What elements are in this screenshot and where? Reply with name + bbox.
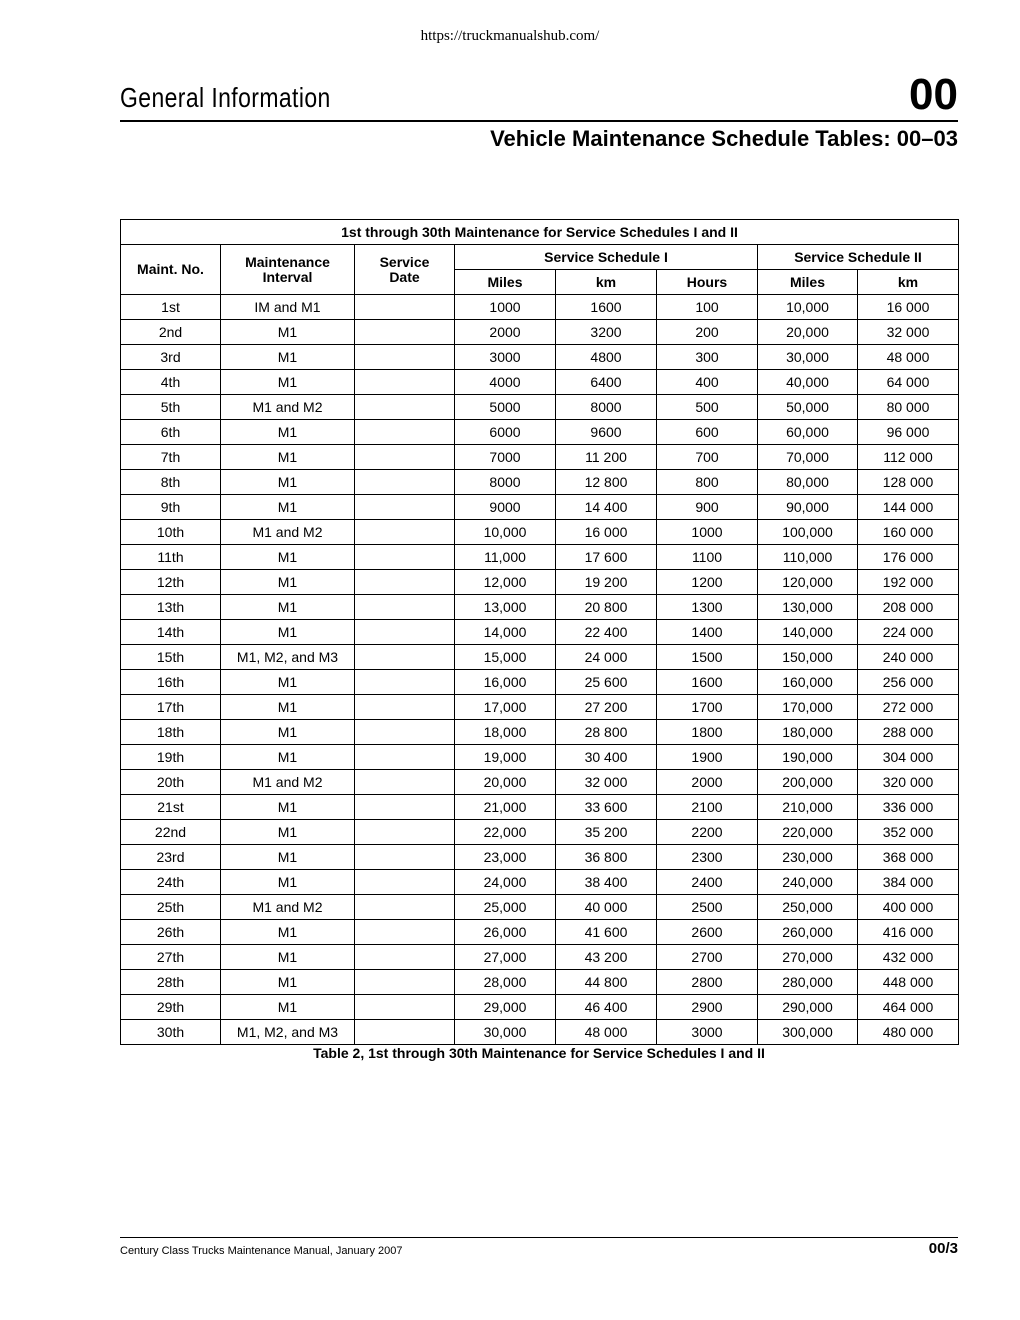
table-body [121, 295, 959, 1045]
service-date-cell[interactable] [355, 945, 455, 970]
s2-km-cell: 160 000 [858, 520, 959, 545]
interval-cell: M1 [221, 370, 355, 395]
s2-miles-cell: 240,000 [758, 870, 858, 895]
service-date-cell[interactable] [355, 545, 455, 570]
service-date-cell[interactable] [355, 920, 455, 945]
s2-miles-cell: 160,000 [758, 670, 858, 695]
maint-no-cell: 25th [121, 895, 221, 920]
maint-no-cell: 21st [121, 795, 221, 820]
s1-km-cell: 9600 [556, 420, 657, 445]
s2-miles-cell: 280,000 [758, 970, 858, 995]
maint-no-cell: 12th [121, 570, 221, 595]
s1-km-cell: 6400 [556, 370, 657, 395]
s2-km-cell: 176 000 [858, 545, 959, 570]
maint-no-cell: 22nd [121, 820, 221, 845]
s1-miles-cell: 8000 [455, 470, 556, 495]
s1-miles-cell: 22,000 [455, 820, 556, 845]
s1-miles-cell: 5000 [455, 395, 556, 420]
s2-km-cell: 144 000 [858, 495, 959, 520]
s1-hours-cell: 1000 [657, 520, 758, 545]
s2-km-cell: 400 000 [858, 895, 959, 920]
s1-miles-cell: 20,000 [455, 770, 556, 795]
maint-no-cell: 28th [121, 970, 221, 995]
table-row [121, 995, 959, 1020]
table-row [121, 520, 959, 545]
table-row [121, 445, 959, 470]
interval-cell: M1 [221, 570, 355, 595]
table-row [121, 620, 959, 645]
maint-no-cell: 14th [121, 620, 221, 645]
service-date-cell[interactable] [355, 820, 455, 845]
s2-km-cell: 64 000 [858, 370, 959, 395]
s2-km-cell: 416 000 [858, 920, 959, 945]
s1-hours-cell: 1300 [657, 595, 758, 620]
s2-miles-cell: 220,000 [758, 820, 858, 845]
s1-km-cell: 40 000 [556, 895, 657, 920]
s1-hours-cell: 2400 [657, 870, 758, 895]
s2-miles-cell: 120,000 [758, 570, 858, 595]
s2-miles-cell: 190,000 [758, 745, 858, 770]
s2-miles-cell: 290,000 [758, 995, 858, 1020]
service-date-cell[interactable] [355, 295, 455, 320]
service-date-cell[interactable] [355, 695, 455, 720]
service-date-cell[interactable] [355, 595, 455, 620]
s1-hours-cell: 1800 [657, 720, 758, 745]
s1-km-cell: 14 400 [556, 495, 657, 520]
s1-miles-cell: 10,000 [455, 520, 556, 545]
table-row [121, 945, 959, 970]
page-number: 00/3 [928, 1240, 958, 1257]
s1-hours-cell: 2000 [657, 770, 758, 795]
s1-hours-cell: 2600 [657, 920, 758, 945]
maint-no-cell: 10th [121, 520, 221, 545]
s2-miles-cell: 60,000 [758, 420, 858, 445]
service-date-cell[interactable] [355, 395, 455, 420]
maint-no-cell: 11th [121, 545, 221, 570]
maint-no-cell: 19th [121, 745, 221, 770]
s1-miles-cell: 30,000 [455, 1020, 556, 1045]
interval-cell: M1 and M2 [221, 895, 355, 920]
service-date-cell[interactable] [355, 745, 455, 770]
interval-cell: M1 [221, 445, 355, 470]
maint-no-cell: 15th [121, 645, 221, 670]
interval-cell: M1 [221, 745, 355, 770]
service-date-cell[interactable] [355, 645, 455, 670]
s1-hours-cell: 1700 [657, 695, 758, 720]
interval-cell: M1 [221, 345, 355, 370]
s1-miles-cell: 24,000 [455, 870, 556, 895]
service-date-cell[interactable] [355, 770, 455, 795]
service-date-cell[interactable] [355, 445, 455, 470]
header-service-schedule-1: Service Schedule I [455, 245, 758, 270]
s1-km-cell: 3200 [556, 320, 657, 345]
service-date-cell[interactable] [355, 520, 455, 545]
s2-km-cell: 384 000 [858, 870, 959, 895]
s2-miles-cell: 10,000 [758, 295, 858, 320]
s1-miles-cell: 16,000 [455, 670, 556, 695]
s2-miles-cell: 20,000 [758, 320, 858, 345]
s1-km-cell: 17 600 [556, 545, 657, 570]
s1-km-cell: 30 400 [556, 745, 657, 770]
interval-cell: M1 [221, 545, 355, 570]
s1-km-cell: 33 600 [556, 795, 657, 820]
s1-hours-cell: 200 [657, 320, 758, 345]
s1-km-cell: 24 000 [556, 645, 657, 670]
s2-miles-cell: 260,000 [758, 920, 858, 945]
maint-no-cell: 16th [121, 670, 221, 695]
s2-miles-cell: 50,000 [758, 395, 858, 420]
s1-miles-cell: 29,000 [455, 995, 556, 1020]
s2-miles-cell: 90,000 [758, 495, 858, 520]
interval-cell: M1 [221, 320, 355, 345]
interval-cell: M1 [221, 845, 355, 870]
s1-miles-cell: 13,000 [455, 595, 556, 620]
service-date-cell[interactable] [355, 620, 455, 645]
s1-km-cell: 36 800 [556, 845, 657, 870]
s2-km-cell: 192 000 [858, 570, 959, 595]
service-date-cell[interactable] [355, 970, 455, 995]
service-date-cell[interactable] [355, 495, 455, 520]
table-row [121, 495, 959, 520]
s1-km-cell: 43 200 [556, 945, 657, 970]
table-row [121, 670, 959, 695]
interval-cell: M1 [221, 945, 355, 970]
page-subtitle: Vehicle Maintenance Schedule Tables: 00–03 [490, 126, 958, 151]
s1-miles-cell: 27,000 [455, 945, 556, 970]
s2-miles-cell: 100,000 [758, 520, 858, 545]
table-row [121, 845, 959, 870]
s1-miles-cell: 9000 [455, 495, 556, 520]
table-row [121, 720, 959, 745]
maint-no-cell: 17th [121, 695, 221, 720]
s1-hours-cell: 1200 [657, 570, 758, 595]
s1-miles-cell: 21,000 [455, 795, 556, 820]
interval-cell: M1 [221, 820, 355, 845]
table-row [121, 595, 959, 620]
maint-no-cell: 29th [121, 995, 221, 1020]
s1-hours-cell: 500 [657, 395, 758, 420]
maint-no-cell: 9th [121, 495, 221, 520]
s2-km-cell: 80 000 [858, 395, 959, 420]
header-s1-km: km [556, 270, 657, 295]
table-row [121, 895, 959, 920]
s2-miles-cell: 270,000 [758, 945, 858, 970]
s1-miles-cell: 25,000 [455, 895, 556, 920]
table-row [121, 370, 959, 395]
s2-km-cell: 272 000 [858, 695, 959, 720]
table-row [121, 570, 959, 595]
interval-cell: M1 [221, 995, 355, 1020]
maint-no-cell: 30th [121, 1020, 221, 1045]
maint-no-cell: 24th [121, 870, 221, 895]
interval-cell: M1 [221, 495, 355, 520]
s1-km-cell: 16 000 [556, 520, 657, 545]
s1-miles-cell: 26,000 [455, 920, 556, 945]
maint-no-cell: 2nd [121, 320, 221, 345]
interval-cell: M1 [221, 595, 355, 620]
s1-km-cell: 8000 [556, 395, 657, 420]
service-date-cell[interactable] [355, 420, 455, 445]
interval-cell: M1, M2, and M3 [221, 645, 355, 670]
s1-km-cell: 11 200 [556, 445, 657, 470]
service-date-cell[interactable] [355, 795, 455, 820]
maint-no-cell: 26th [121, 920, 221, 945]
s1-km-cell: 48 000 [556, 1020, 657, 1045]
header-s2-miles: Miles [758, 270, 858, 295]
table-row [121, 745, 959, 770]
section-title: General Information [120, 82, 331, 113]
interval-cell: M1 and M2 [221, 770, 355, 795]
table-row [121, 395, 959, 420]
table-row [121, 820, 959, 845]
s2-km-cell: 32 000 [858, 320, 959, 345]
s2-miles-cell: 300,000 [758, 1020, 858, 1045]
s1-hours-cell: 2700 [657, 945, 758, 970]
s1-miles-cell: 18,000 [455, 720, 556, 745]
interval-cell: M1 [221, 695, 355, 720]
s2-km-cell: 480 000 [858, 1020, 959, 1045]
s1-miles-cell: 23,000 [455, 845, 556, 870]
table-caption: Table 2, 1st through 30th Maintenance for Service Schedules I and II [313, 1045, 765, 1061]
s1-km-cell: 44 800 [556, 970, 657, 995]
s2-miles-cell: 250,000 [758, 895, 858, 920]
s1-hours-cell: 1500 [657, 645, 758, 670]
s1-hours-cell: 1400 [657, 620, 758, 645]
service-date-cell[interactable] [355, 870, 455, 895]
header-rule [120, 120, 958, 122]
s2-km-cell: 224 000 [858, 620, 959, 645]
s2-km-cell: 304 000 [858, 745, 959, 770]
s1-miles-cell: 28,000 [455, 970, 556, 995]
maint-no-cell: 18th [121, 720, 221, 745]
header-s2-km: km [858, 270, 959, 295]
s1-hours-cell: 1900 [657, 745, 758, 770]
s1-km-cell: 19 200 [556, 570, 657, 595]
s1-hours-cell: 300 [657, 345, 758, 370]
s1-miles-cell: 12,000 [455, 570, 556, 595]
s2-miles-cell: 140,000 [758, 620, 858, 645]
table-row [121, 545, 959, 570]
s1-miles-cell: 19,000 [455, 745, 556, 770]
service-date-cell[interactable] [355, 1020, 455, 1045]
maint-no-cell: 7th [121, 445, 221, 470]
s2-km-cell: 320 000 [858, 770, 959, 795]
maint-no-cell: 8th [121, 470, 221, 495]
maint-no-cell: 20th [121, 770, 221, 795]
s1-hours-cell: 100 [657, 295, 758, 320]
interval-cell: IM and M1 [221, 295, 355, 320]
s1-hours-cell: 2200 [657, 820, 758, 845]
table-title: 1st through 30th Maintenance for Service Schedules I and II [121, 220, 959, 245]
s2-miles-cell: 130,000 [758, 595, 858, 620]
s1-hours-cell: 2900 [657, 995, 758, 1020]
s2-km-cell: 112 000 [858, 445, 959, 470]
table-row [121, 695, 959, 720]
s1-hours-cell: 2300 [657, 845, 758, 870]
s2-km-cell: 368 000 [858, 845, 959, 870]
s2-miles-cell: 210,000 [758, 795, 858, 820]
header-service-schedule-2: Service Schedule II [758, 245, 959, 270]
table-row [121, 320, 959, 345]
s1-km-cell: 38 400 [556, 870, 657, 895]
table-row [121, 795, 959, 820]
s1-km-cell: 35 200 [556, 820, 657, 845]
s2-miles-cell: 30,000 [758, 345, 858, 370]
s2-miles-cell: 230,000 [758, 845, 858, 870]
s2-miles-cell: 170,000 [758, 695, 858, 720]
s1-km-cell: 46 400 [556, 995, 657, 1020]
s2-km-cell: 96 000 [858, 420, 959, 445]
s2-km-cell: 352 000 [858, 820, 959, 845]
service-date-cell[interactable] [355, 370, 455, 395]
s2-km-cell: 48 000 [858, 345, 959, 370]
s2-km-cell: 240 000 [858, 645, 959, 670]
interval-cell: M1 [221, 470, 355, 495]
s1-miles-cell: 1000 [455, 295, 556, 320]
maint-no-cell: 4th [121, 370, 221, 395]
s1-km-cell: 27 200 [556, 695, 657, 720]
table-row [121, 770, 959, 795]
s2-km-cell: 256 000 [858, 670, 959, 695]
s2-miles-cell: 80,000 [758, 470, 858, 495]
s1-km-cell: 25 600 [556, 670, 657, 695]
interval-cell: M1 [221, 920, 355, 945]
service-date-cell[interactable] [355, 720, 455, 745]
service-date-cell[interactable] [355, 320, 455, 345]
s2-miles-cell: 70,000 [758, 445, 858, 470]
maint-no-cell: 1st [121, 295, 221, 320]
s1-km-cell: 1600 [556, 295, 657, 320]
s1-miles-cell: 2000 [455, 320, 556, 345]
maint-no-cell: 5th [121, 395, 221, 420]
service-date-cell[interactable] [355, 670, 455, 695]
table-row [121, 295, 959, 320]
s1-hours-cell: 400 [657, 370, 758, 395]
s1-miles-cell: 15,000 [455, 645, 556, 670]
interval-cell: M1 [221, 670, 355, 695]
interval-cell: M1 [221, 795, 355, 820]
header-s1-hours: Hours [657, 270, 758, 295]
s2-km-cell: 288 000 [858, 720, 959, 745]
s2-miles-cell: 110,000 [758, 545, 858, 570]
interval-cell: M1 and M2 [221, 520, 355, 545]
s1-hours-cell: 800 [657, 470, 758, 495]
s1-km-cell: 22 400 [556, 620, 657, 645]
s1-km-cell: 28 800 [556, 720, 657, 745]
s2-miles-cell: 40,000 [758, 370, 858, 395]
s1-hours-cell: 700 [657, 445, 758, 470]
s2-miles-cell: 150,000 [758, 645, 858, 670]
header-service-date: Service Date [355, 245, 455, 295]
s1-miles-cell: 6000 [455, 420, 556, 445]
table-row [121, 645, 959, 670]
s2-km-cell: 464 000 [858, 995, 959, 1020]
s1-km-cell: 4800 [556, 345, 657, 370]
table-row [121, 920, 959, 945]
service-date-cell[interactable] [355, 845, 455, 870]
header-maint-no: Maint. No. [121, 245, 221, 295]
s1-km-cell: 12 800 [556, 470, 657, 495]
footer-text: Century Class Trucks Maintenance Manual, January 2007 [120, 1245, 403, 1257]
s1-miles-cell: 14,000 [455, 620, 556, 645]
s1-miles-cell: 4000 [455, 370, 556, 395]
maint-no-cell: 6th [121, 420, 221, 445]
interval-cell: M1 [221, 620, 355, 645]
s2-miles-cell: 200,000 [758, 770, 858, 795]
interval-cell: M1, M2, and M3 [221, 1020, 355, 1045]
s1-hours-cell: 2500 [657, 895, 758, 920]
maint-no-cell: 3rd [121, 345, 221, 370]
table-row [121, 970, 959, 995]
s1-hours-cell: 3000 [657, 1020, 758, 1045]
footer-rule [120, 1237, 958, 1238]
s1-miles-cell: 11,000 [455, 545, 556, 570]
s2-km-cell: 128 000 [858, 470, 959, 495]
table-row [121, 345, 959, 370]
s1-miles-cell: 17,000 [455, 695, 556, 720]
service-date-cell[interactable] [355, 995, 455, 1020]
maint-no-cell: 27th [121, 945, 221, 970]
s2-km-cell: 208 000 [858, 595, 959, 620]
section-number: 00 [909, 70, 958, 119]
service-date-cell[interactable] [355, 895, 455, 920]
interval-cell: M1 [221, 970, 355, 995]
s1-hours-cell: 2100 [657, 795, 758, 820]
s2-km-cell: 16 000 [858, 295, 959, 320]
interval-cell: M1 [221, 420, 355, 445]
source-url[interactable]: https://truckmanualshub.com/ [420, 28, 600, 44]
s1-hours-cell: 600 [657, 420, 758, 445]
header-maintenance-interval: Maintenance Interval [221, 245, 355, 295]
s1-km-cell: 41 600 [556, 920, 657, 945]
s2-km-cell: 448 000 [858, 970, 959, 995]
s1-hours-cell: 1600 [657, 670, 758, 695]
s1-miles-cell: 7000 [455, 445, 556, 470]
maint-no-cell: 13th [121, 595, 221, 620]
s2-km-cell: 432 000 [858, 945, 959, 970]
s2-km-cell: 336 000 [858, 795, 959, 820]
interval-cell: M1 [221, 720, 355, 745]
s1-hours-cell: 2800 [657, 970, 758, 995]
s1-miles-cell: 3000 [455, 345, 556, 370]
maintenance-schedule-table [120, 219, 959, 1045]
service-date-cell[interactable] [355, 570, 455, 595]
table-row [121, 470, 959, 495]
header-s1-miles: Miles [455, 270, 556, 295]
s1-km-cell: 20 800 [556, 595, 657, 620]
s1-km-cell: 32 000 [556, 770, 657, 795]
interval-cell: M1 [221, 870, 355, 895]
interval-cell: M1 and M2 [221, 395, 355, 420]
s2-miles-cell: 180,000 [758, 720, 858, 745]
service-date-cell[interactable] [355, 345, 455, 370]
service-date-cell[interactable] [355, 470, 455, 495]
s1-hours-cell: 1100 [657, 545, 758, 570]
table-row [121, 420, 959, 445]
table-row [121, 1020, 959, 1045]
s1-hours-cell: 900 [657, 495, 758, 520]
table-row [121, 870, 959, 895]
maint-no-cell: 23rd [121, 845, 221, 870]
